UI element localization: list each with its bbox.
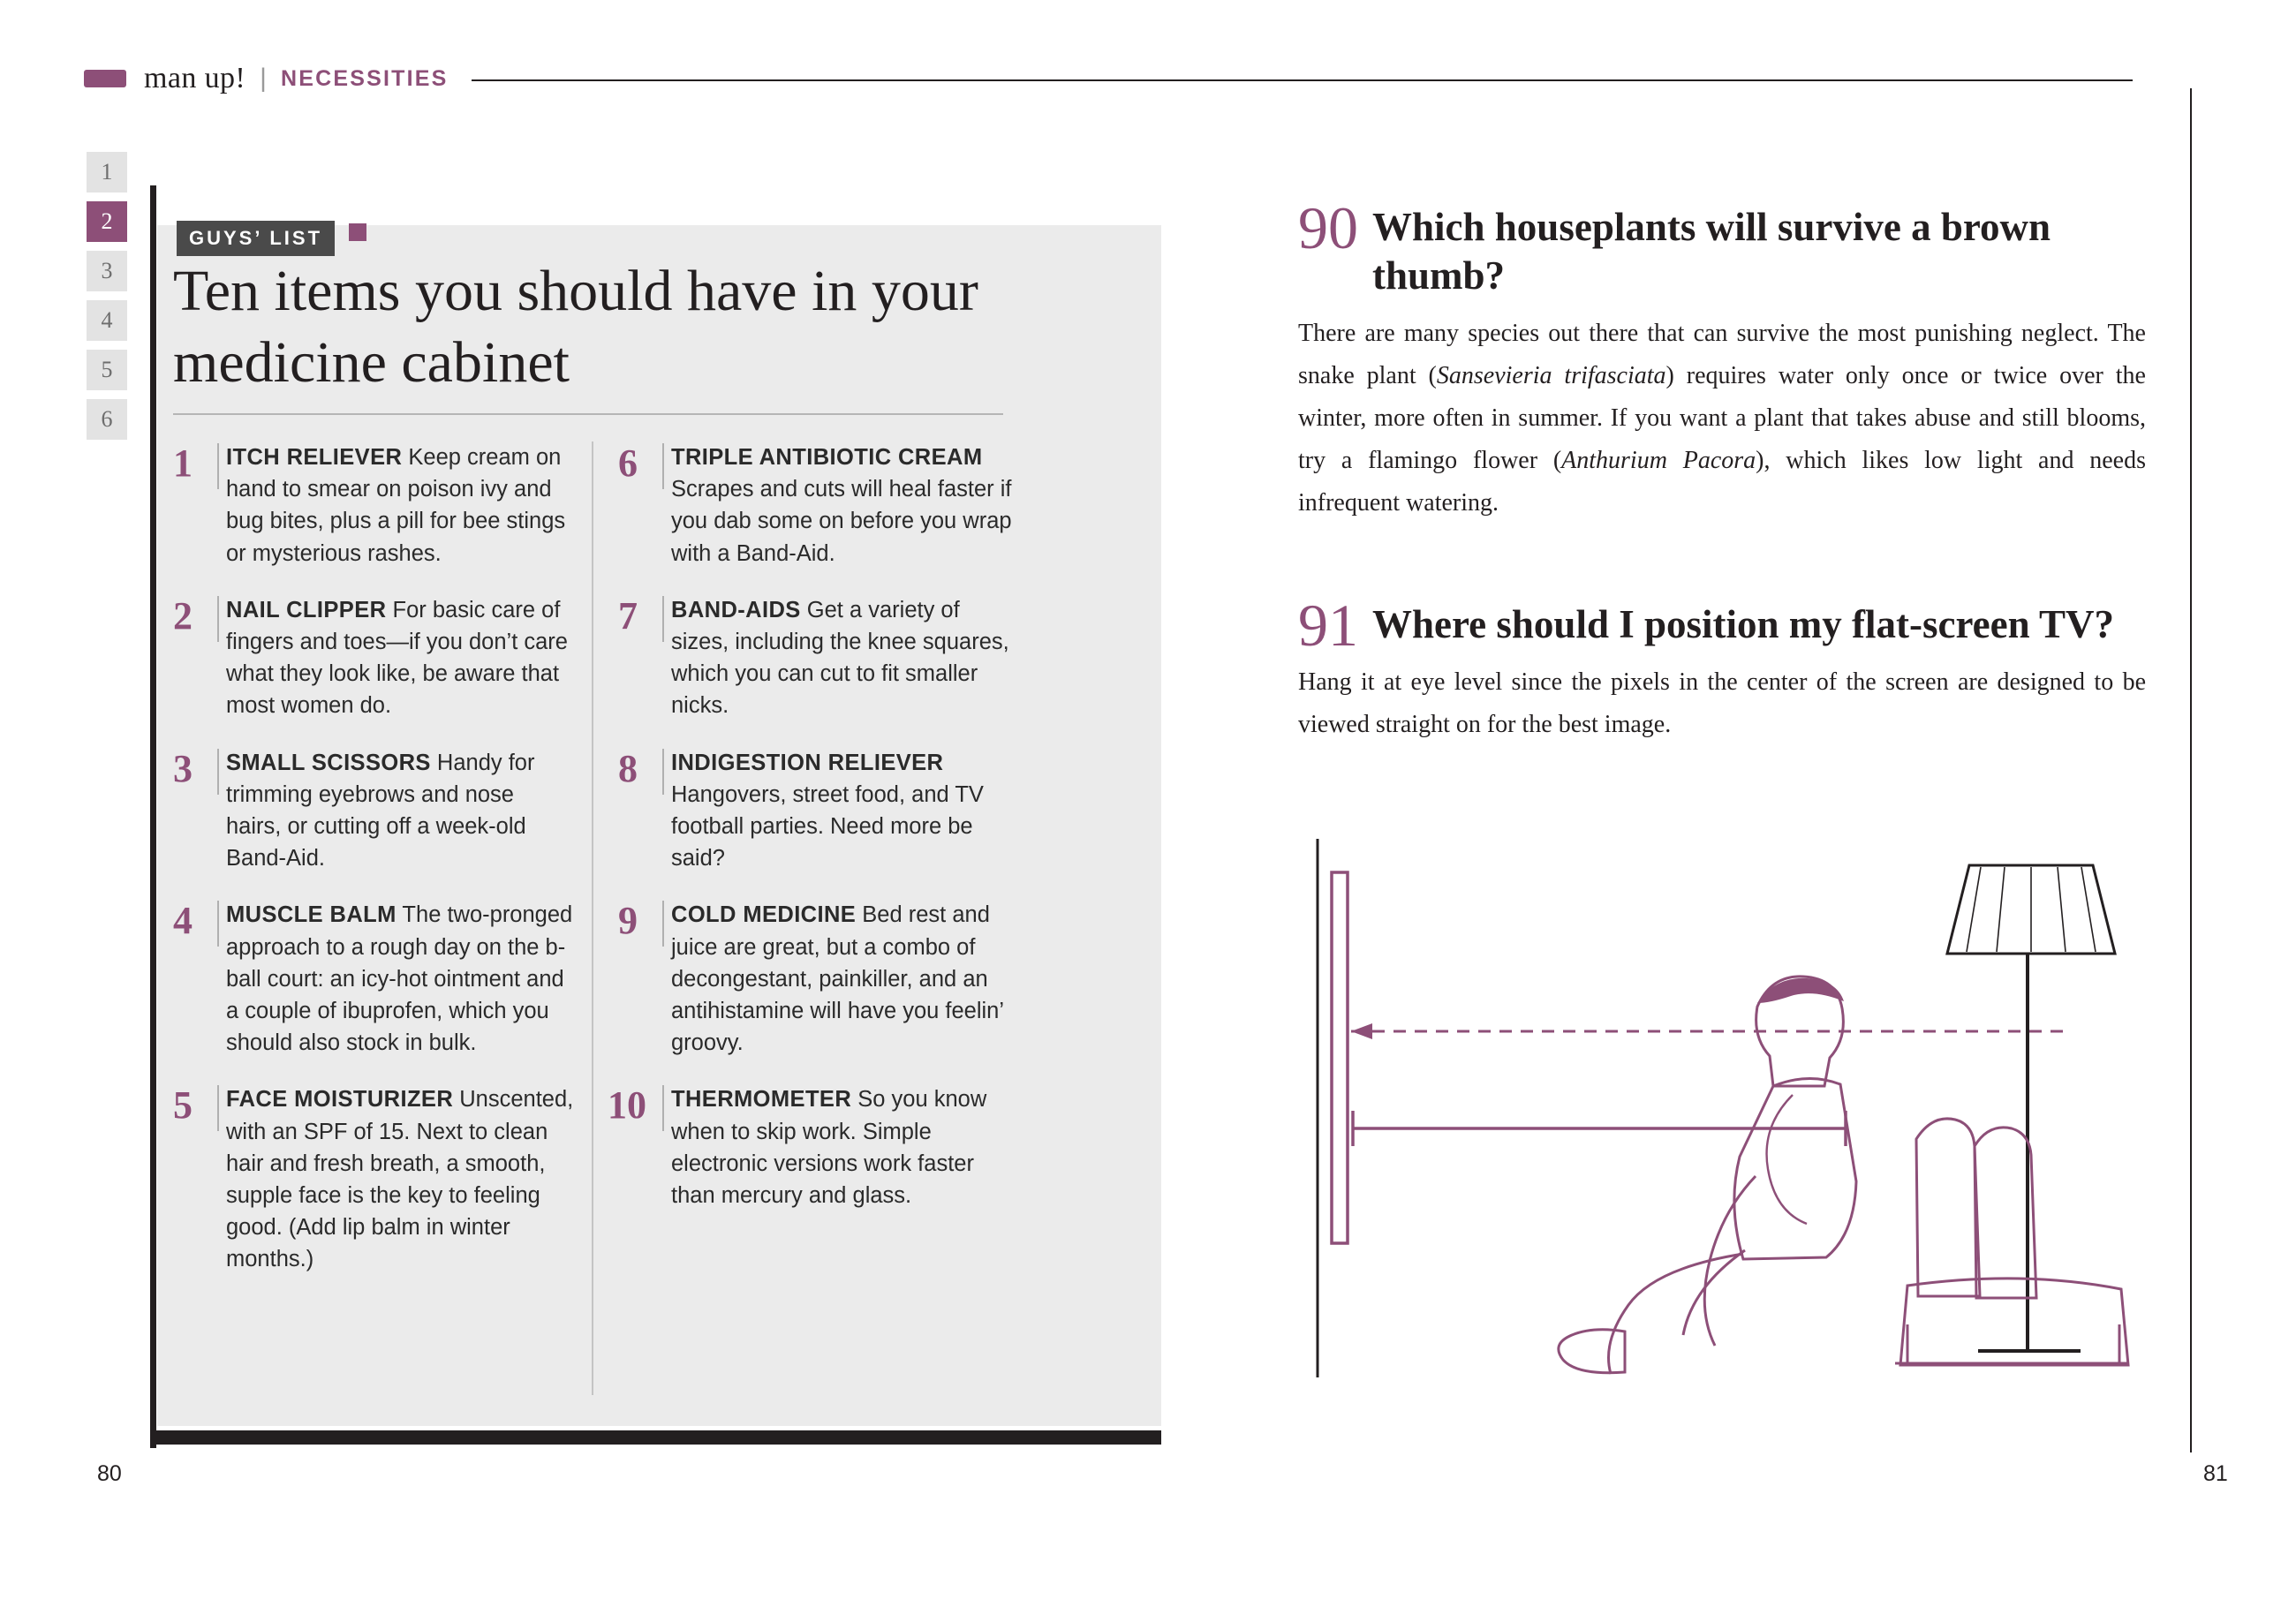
- list-item-number: 10: [608, 1083, 646, 1128]
- list-item-text: Keep cream on hand to smear on poison ivy and bug bites, plus a pill for bee stings or mysterious rashes.: [226, 445, 566, 566]
- list-item-tick: [217, 443, 219, 489]
- list-item-term: ITCH RELIEVER: [226, 445, 403, 470]
- folio-left: 80: [97, 1461, 122, 1486]
- list-item-tick: [662, 749, 664, 795]
- list-item-number: 7: [618, 593, 638, 638]
- list-item-number: 8: [618, 746, 638, 790]
- list-item-text: Get a variety of sizes, including the knee squares, which you can cut to fit smaller nicks.: [671, 597, 1009, 719]
- question-number: 91: [1298, 592, 1358, 659]
- guys-list-title-rule: [173, 413, 1003, 415]
- list-item: [608, 1083, 1020, 1211]
- list-item: [173, 747, 575, 875]
- list-item-text: Bed rest and juice are great, but a combo of decongestant, painkiller, and an antihistamine will have you feelin’ groovy.: [671, 902, 1004, 1056]
- chapter-tab-2[interactable]: 2: [87, 201, 127, 242]
- list-item: [618, 441, 1020, 570]
- question-body: Hang it at eye level since the pixels in the center of the screen are designed to be viewed straight on for the best image.: [1298, 668, 2146, 739]
- list-item-tick: [217, 1085, 219, 1131]
- list-item-tick: [662, 901, 664, 947]
- list-item-tick: [662, 596, 664, 642]
- list-item: [618, 747, 1020, 875]
- folio-right: 81: [2203, 1461, 2228, 1486]
- kicker-square-icon: [349, 223, 366, 241]
- question-heading: Which houseplants will survive a brown thumb?: [1372, 205, 2051, 298]
- list-item: [618, 594, 1020, 722]
- list-item: [173, 594, 575, 722]
- list-item-text: So you know when to skip work. Simple electronic versions work faster than mercury and glass.: [671, 1087, 987, 1209]
- list-item-text: For basic care of fingers and toes—if you don’t care what they look like, be aware that most women do.: [226, 597, 568, 719]
- list-item-number: 2: [173, 593, 193, 638]
- tv-placement-illustration: [1298, 830, 2155, 1395]
- guys-list-title: Ten items you should have in your medicine cabinet: [173, 259, 978, 395]
- guys-list-column-right: [608, 441, 1020, 1236]
- list-item-tick: [662, 1085, 664, 1131]
- chapter-tab-3[interactable]: 3: [87, 251, 127, 291]
- chapter-tab-1[interactable]: 1: [87, 152, 127, 192]
- list-item-tick: [217, 596, 219, 642]
- question-block-90: [1298, 194, 2146, 525]
- list-item-number: 6: [618, 441, 638, 485]
- left-page-bottom-bar: [150, 1430, 1161, 1445]
- list-item-tick: [662, 443, 664, 489]
- list-item-term: THERMOMETER: [671, 1087, 852, 1113]
- runhead-divider: |: [260, 64, 267, 93]
- list-item: [618, 899, 1020, 1059]
- list-item-text: Hangovers, street food, and TV football parties. Need more be said?: [671, 781, 984, 871]
- list-item-number: 1: [173, 441, 193, 485]
- tv-placement-svg: [1298, 830, 2155, 1395]
- column-divider: [592, 441, 593, 1395]
- chapter-tab-5[interactable]: 5: [87, 350, 127, 390]
- question-heading: Where should I position my flat-screen TV?: [1372, 602, 2115, 646]
- list-item-tick: [217, 901, 219, 947]
- right-page-rule: [2190, 88, 2192, 1452]
- list-item: [173, 1083, 575, 1275]
- list-item-tick: [217, 749, 219, 795]
- list-item-term: MUSCLE BALM: [226, 902, 397, 928]
- list-item-term: TRIPLE ANTIBIOTIC CREAM: [671, 445, 983, 470]
- list-item-number: 3: [173, 746, 193, 790]
- list-item: [173, 899, 575, 1059]
- list-item-term: NAIL CLIPPER: [226, 597, 387, 622]
- list-item-number: 4: [173, 899, 193, 943]
- chapter-tab-6[interactable]: 6: [87, 399, 127, 440]
- question-block-91: [1298, 592, 2146, 746]
- chapter-tabs[interactable]: [87, 152, 127, 449]
- guys-list-column-left: [173, 441, 575, 1301]
- book-title: man up!: [144, 62, 246, 94]
- question-body: There are many species out there that can survive the most punishing neglect. The snake plant (Sansevieria trifasciata) requires water only once or twice over the winter, more often in summer. If you want a plant that takes abuse and still blooms, try a flamingo flower (Anthurium Pacora), which likes low light and needs infrequent watering.: [1298, 319, 2146, 517]
- list-item-term: INDIGESTION RELIEVER: [671, 750, 944, 775]
- list-item: [173, 441, 575, 570]
- list-item-text: Scrapes and cuts will heal faster if you dab some on before you wrap with a Band-Aid.: [671, 477, 1012, 566]
- runhead-dash-icon: [84, 70, 126, 87]
- chapter-tab-4[interactable]: 4: [87, 300, 127, 341]
- question-number: 90: [1298, 194, 1358, 261]
- section-title: NECESSITIES: [280, 65, 449, 91]
- list-item-text: Unscented, with an SPF of 15. Next to clean hair and fresh breath, a smooth, supple face is the key to feeling good. (Add lip balm in winter months.): [226, 1087, 574, 1272]
- list-item-number: 5: [173, 1083, 193, 1128]
- runhead-rule: [472, 79, 2134, 81]
- list-item-text: The two-pronged approach to a rough day on the b-ball court: an icy-hot ointment and a couple of ibuprofen, which you should also stock in bulk.: [226, 902, 573, 1056]
- guys-list-kicker: GUYS’ LIST: [177, 221, 335, 256]
- list-item-number: 9: [618, 899, 638, 943]
- running-head: [84, 62, 2133, 95]
- list-item-term: SMALL SCISSORS: [226, 750, 431, 775]
- list-item-term: FACE MOISTURIZER: [226, 1087, 454, 1113]
- left-page-spine-rule: [150, 185, 156, 1448]
- list-item-term: BAND-AIDS: [671, 597, 801, 622]
- list-item-term: COLD MEDICINE: [671, 902, 857, 928]
- list-item-text: Handy for trimming eyebrows and nose hairs, or cutting off a week-old Band-Aid.: [226, 750, 535, 871]
